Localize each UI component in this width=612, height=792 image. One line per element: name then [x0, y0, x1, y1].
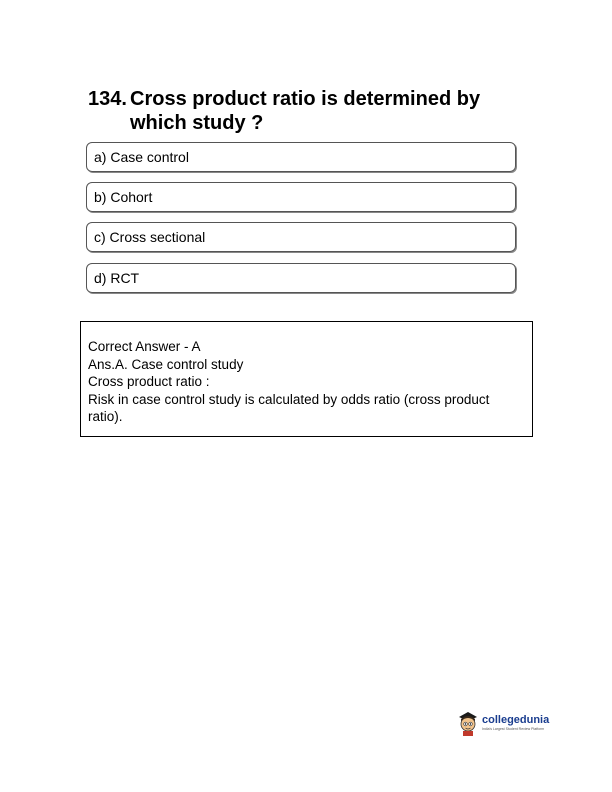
question-text: Cross product ratio is determined by which study ?	[130, 88, 481, 134]
logo-name: collegedunia	[482, 713, 550, 726]
option-a[interactable]	[86, 142, 516, 172]
option-d[interactable]	[86, 263, 516, 293]
correct-answer: Correct Answer - A	[88, 339, 201, 354]
question	[88, 87, 528, 135]
mascot-icon	[456, 709, 480, 737]
option-b[interactable]	[86, 182, 516, 212]
logo-tagline: India's Largest Student Review Platform	[482, 726, 545, 731]
collegedunia-logo	[456, 706, 566, 740]
answer-line: Ans.A. Case control study	[88, 356, 244, 372]
option-c-label: c) Cross sectional	[94, 229, 206, 245]
question-number: 134.	[88, 88, 127, 110]
option-c[interactable]	[86, 222, 516, 252]
answer-box	[80, 321, 533, 437]
option-b-label: b) Cohort	[94, 189, 153, 205]
answer-explanation: Risk in case control study is calculated by odds ratio (cross product ratio).	[88, 391, 494, 424]
answer-line: Cross product ratio :	[88, 374, 210, 389]
option-a-label: a) Case control	[94, 149, 189, 165]
option-d-label: d) RCT	[94, 270, 140, 286]
